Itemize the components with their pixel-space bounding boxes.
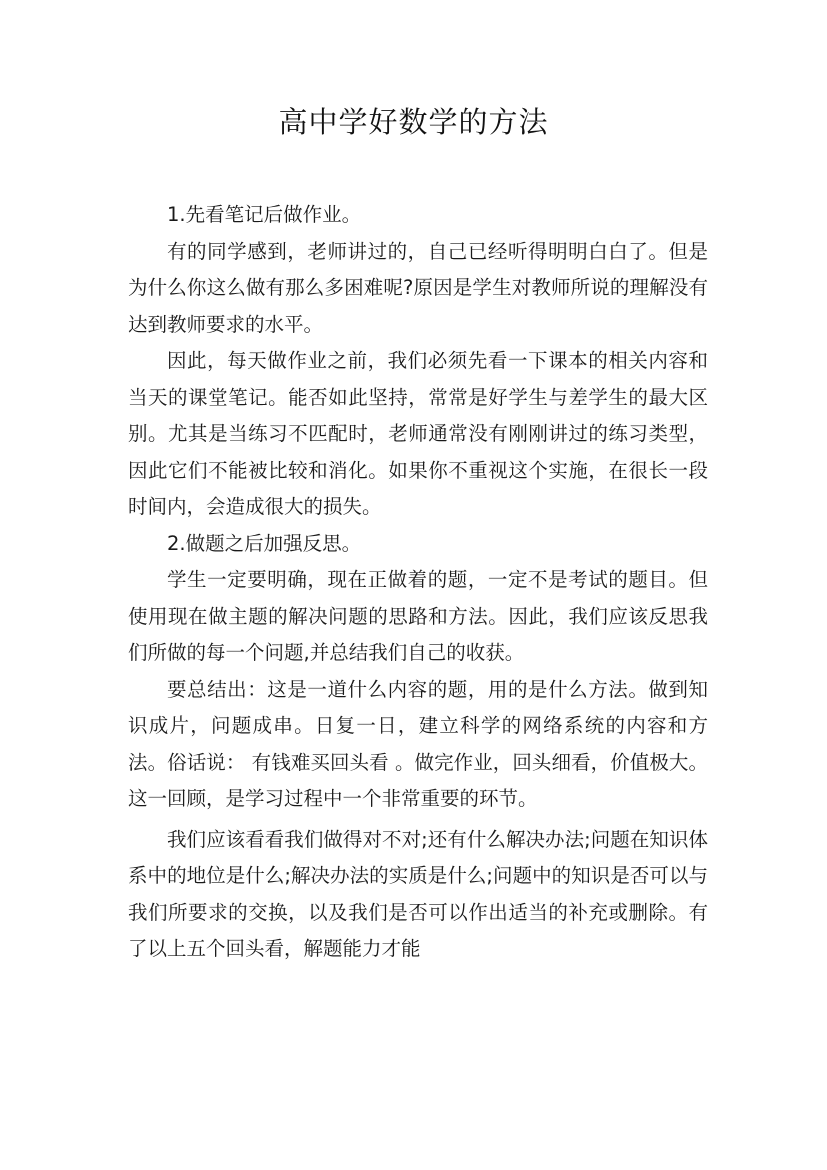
paragraph: 学生一定要明确，现在正做着的题，一定不是考试的题目。但使用现在做主题的解决问题的思路和方法。因此，我们应该反思我们所做的每一个问题,并总结我们自己的收获。 bbox=[128, 568, 708, 664]
paragraph-heading-1: 1.先看笔记后做作业。 bbox=[167, 203, 362, 226]
paragraph: 要总结出：这是一道什么内容的题，用的是什么方法。做到知识成片，问题成串。日复一日，建立科学的网络系统的内容和方法。俗话说： 有钱难买回头看 。做完作业，回头细看，价值极大。这一回顾，是学习过程中一个非常重要的环节。 bbox=[128, 677, 708, 810]
paragraph: 我们应该看看我们做得对不对;还有什么解决办法;问题在知识体系中的地位是什么;解决办法的实质是什么;问题中的知识是否可以与我们所要求的交换，以及我们是否可以作出适当的补充或删除。有了以上五个回头看，解题能力才能 bbox=[128, 827, 708, 960]
document-body bbox=[128, 197, 708, 968]
paragraph: 因此，每天做作业之前，我们必须先看一下课本的相关内容和当天的课堂笔记。能否如此坚持，常常是好学生与差学生的最大区别。尤其是当练习不匹配时，老师通常没有刚刚讲过的练习类型，因此它们不能被比较和消化。如果你不重视这个实施，在很长一段时间内，会造成很大的损失。 bbox=[128, 349, 708, 518]
paragraph: 有的同学感到，老师讲过的，自己已经听得明明白白了。但是为什么你这么做有那么多困难呢?原因是学生对教师所说的理解没有达到教师要求的水平。 bbox=[128, 239, 708, 336]
document-title: 高中学好数学的方法 bbox=[278, 105, 549, 139]
paragraph-heading-2: 2.做题之后加强反思。 bbox=[167, 531, 362, 555]
